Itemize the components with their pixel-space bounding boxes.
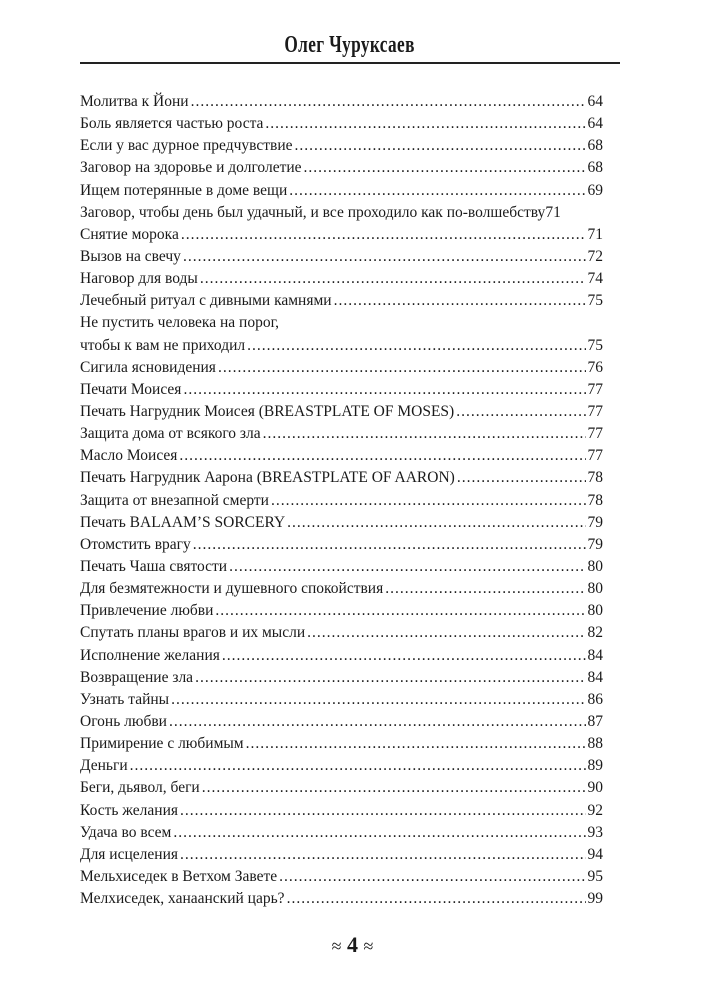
toc-entry-page: 69 <box>587 181 603 199</box>
toc-entry-title: Узнать тайны <box>80 690 170 708</box>
toc-entry[interactable] <box>80 600 603 622</box>
toc-entry[interactable] <box>80 445 603 467</box>
dot-leader <box>304 157 586 179</box>
toc-entry-page: 88 <box>587 735 603 753</box>
dot-leader <box>215 600 585 622</box>
toc-entry-title: Примирение с любимым <box>80 735 244 753</box>
toc-entry[interactable] <box>80 224 603 246</box>
toc-entry-title: Лечебный ритуал с дивными камнями <box>80 292 332 310</box>
toc-entry[interactable] <box>80 888 603 910</box>
toc-entry-title: Не пустить человека на порог, <box>80 314 280 332</box>
toc-entry-title: Печать Нагрудник Моисея (BREASTPLATE OF MOSES) <box>80 402 455 420</box>
toc-entry-title: Наговор для воды <box>80 270 198 288</box>
toc-entry-title: Мельхиседек в Ветхом Завете <box>80 867 278 885</box>
toc-entry-page: 94 <box>587 845 603 863</box>
toc-entry[interactable] <box>80 556 603 578</box>
toc-entry-page: 80 <box>587 602 603 620</box>
toc-entry[interactable] <box>80 689 603 711</box>
dot-leader <box>271 490 586 512</box>
toc-entry-title: Печати Моисея <box>80 380 182 398</box>
toc-entry-page: 95 <box>587 867 603 885</box>
toc-entry-title: Заговор, чтобы день был удачный, и все проходило как по-волшебству <box>80 203 546 221</box>
dot-leader <box>287 888 586 910</box>
dot-leader <box>456 401 585 423</box>
toc-entry-title: Исполнение желания <box>80 646 220 664</box>
toc-entry[interactable] <box>80 622 603 644</box>
toc-entry-title: Возвращение зла <box>80 668 194 686</box>
toc-entry-page: 72 <box>587 247 603 265</box>
toc-entry-page: 87 <box>587 712 603 730</box>
toc-entry[interactable] <box>80 844 603 866</box>
ornament-left: ≈ <box>331 936 342 956</box>
running-header <box>80 30 620 60</box>
toc-entry-page: 80 <box>587 580 603 598</box>
dot-leader <box>307 622 585 644</box>
toc-entry-page: 89 <box>587 757 603 775</box>
toc-entry-title: Печать BALAAM’S SORCERY <box>80 513 286 531</box>
toc-entry[interactable] <box>80 512 603 534</box>
toc-entry[interactable] <box>80 490 603 512</box>
toc-entry-page: 86 <box>587 690 603 708</box>
author-name: Олег Чуруксаев <box>284 32 416 58</box>
toc-entry-title: Снятие морока <box>80 225 179 243</box>
toc-entry-title: Молитва к Йони <box>80 93 189 110</box>
dot-leader <box>171 689 585 711</box>
toc-entry-page: 78 <box>587 469 603 487</box>
dot-leader <box>173 822 585 844</box>
toc-entry-title: Деньги <box>80 757 128 775</box>
dot-leader <box>200 268 586 290</box>
dot-leader <box>181 224 586 246</box>
toc-entry[interactable] <box>80 157 603 179</box>
toc-entry[interactable] <box>80 135 603 157</box>
toc-entry-title: Печать Нагрудник Аарона (BREASTPLATE OF AARON) <box>80 469 455 487</box>
dot-leader <box>246 733 586 755</box>
toc-entry[interactable] <box>80 800 603 822</box>
toc-entry-page: 68 <box>587 137 603 155</box>
toc-entry[interactable] <box>80 578 603 600</box>
toc-entry[interactable] <box>80 379 603 401</box>
dot-leader <box>457 467 586 489</box>
dot-leader <box>180 800 585 822</box>
header-divider <box>80 62 620 64</box>
toc-entry[interactable] <box>80 357 603 379</box>
ornament-right: ≈ <box>363 936 374 956</box>
dot-leader <box>130 755 586 777</box>
toc-entry-page: 77 <box>587 447 603 465</box>
toc-entry-page: 79 <box>587 535 603 553</box>
toc-entry-page: 77 <box>587 402 603 420</box>
toc-entry[interactable] <box>80 667 603 689</box>
dot-leader <box>183 246 586 268</box>
toc-entry-title: Вызов на свечу <box>80 247 181 265</box>
toc-entry-page: 84 <box>587 646 603 664</box>
toc-entry[interactable] <box>80 268 603 290</box>
toc-entry-page: 80 <box>587 557 603 575</box>
toc-entry[interactable] <box>80 401 603 423</box>
toc-entry-title: Печать Чаша святости <box>80 557 228 575</box>
toc-entry-page: 99 <box>587 890 603 908</box>
dot-leader <box>334 290 586 312</box>
toc-entry[interactable] <box>80 467 603 489</box>
toc-entry-title: Сигила ясновидения <box>80 358 216 376</box>
toc-entry-page: 74 <box>587 270 603 288</box>
dot-leader <box>222 645 586 667</box>
toc-entry-page: 84 <box>587 668 603 686</box>
toc-entry-title: Отомстить врагу <box>80 535 191 553</box>
toc-entry-title: Кость желания <box>80 801 179 819</box>
toc-entry[interactable] <box>80 755 603 777</box>
toc-entry-title: Защита дома от всякого зла <box>80 425 261 443</box>
dot-leader <box>247 335 585 357</box>
toc-entry[interactable] <box>80 290 603 312</box>
toc-entry[interactable] <box>80 113 603 135</box>
dot-leader <box>295 135 586 157</box>
dot-leader <box>279 866 585 888</box>
toc-entry-page: 82 <box>587 624 603 642</box>
toc-entry-title: Ищем потерянные в доме вещи <box>80 181 288 199</box>
toc-entry-page: 77 <box>587 380 603 398</box>
toc-entry-page: 75 <box>587 292 603 310</box>
toc-entry-title: Заговор на здоровье и долголетие <box>80 159 302 177</box>
toc-entry-title: Защита от внезапной смерти <box>80 491 269 509</box>
toc-entry[interactable] <box>80 822 603 844</box>
toc-entry-title: чтобы к вам не приходил <box>80 336 246 354</box>
toc-entry-title: Для безмятежности и душевного спокойствия <box>80 580 384 598</box>
dot-leader <box>385 578 585 600</box>
toc-entry-title: Если у вас дурное предчувствие <box>80 137 293 155</box>
dot-leader <box>191 91 586 113</box>
dot-leader <box>195 667 585 689</box>
dot-leader <box>265 113 585 135</box>
toc-entry-title: Масло Моисея <box>80 447 178 465</box>
toc-entry-page: 71 <box>545 203 561 221</box>
toc-entry-title: Беги, дьявол, беги <box>80 779 200 797</box>
toc-entry-title: Удача во всем <box>80 823 172 841</box>
toc-entry[interactable] <box>80 246 603 268</box>
toc-entry[interactable] <box>80 866 603 888</box>
toc-entry[interactable] <box>80 777 603 799</box>
toc-entry-page: 64 <box>587 93 603 110</box>
dot-leader <box>183 379 585 401</box>
toc-entry[interactable] <box>80 711 603 733</box>
toc-entry-page: 71 <box>587 225 603 243</box>
toc-entry[interactable] <box>80 423 603 445</box>
toc-entry-page: 68 <box>587 159 603 177</box>
table-of-contents <box>80 91 603 910</box>
toc-entry-page: 90 <box>587 779 603 797</box>
toc-entry-title: Боль является частью роста <box>80 115 264 133</box>
toc-entry[interactable] <box>80 733 603 755</box>
dot-leader <box>229 556 585 578</box>
dot-leader <box>263 423 586 445</box>
toc-entry-page: 93 <box>587 823 603 841</box>
toc-entry[interactable] <box>80 645 603 667</box>
toc-entry-title: Огонь любви <box>80 712 167 730</box>
toc-entry-page: 78 <box>587 491 603 509</box>
page-footer <box>0 932 705 958</box>
toc-entry[interactable] <box>80 312 603 334</box>
toc-entry-title: Привлечение любви <box>80 602 214 620</box>
toc-entry-title: Спутать планы врагов и их мысли <box>80 624 306 642</box>
toc-entry-page: 75 <box>587 336 603 354</box>
toc-entry-page: 79 <box>587 513 603 531</box>
toc-entry-page: 77 <box>587 425 603 443</box>
dot-leader <box>169 711 586 733</box>
toc-entry[interactable] <box>80 534 603 556</box>
toc-entry[interactable] <box>80 180 603 202</box>
toc-entry-title: Мелхиседек, ханаанский царь? <box>80 890 285 908</box>
dot-leader <box>180 844 586 866</box>
toc-entry[interactable] <box>80 202 603 224</box>
toc-entry-page: 76 <box>587 358 603 376</box>
dot-leader <box>218 357 586 379</box>
page-number: 4 <box>347 932 358 957</box>
dot-leader <box>193 534 586 556</box>
dot-leader <box>289 180 585 202</box>
dot-leader <box>179 445 585 467</box>
toc-entry-title: Для исцеления <box>80 845 178 863</box>
dot-leader <box>287 512 585 534</box>
toc-entry-page: 64 <box>587 115 603 133</box>
dot-leader <box>202 777 586 799</box>
toc-entry[interactable] <box>80 335 603 357</box>
toc-entry-page: 92 <box>587 801 603 819</box>
toc-entry[interactable] <box>80 91 603 113</box>
